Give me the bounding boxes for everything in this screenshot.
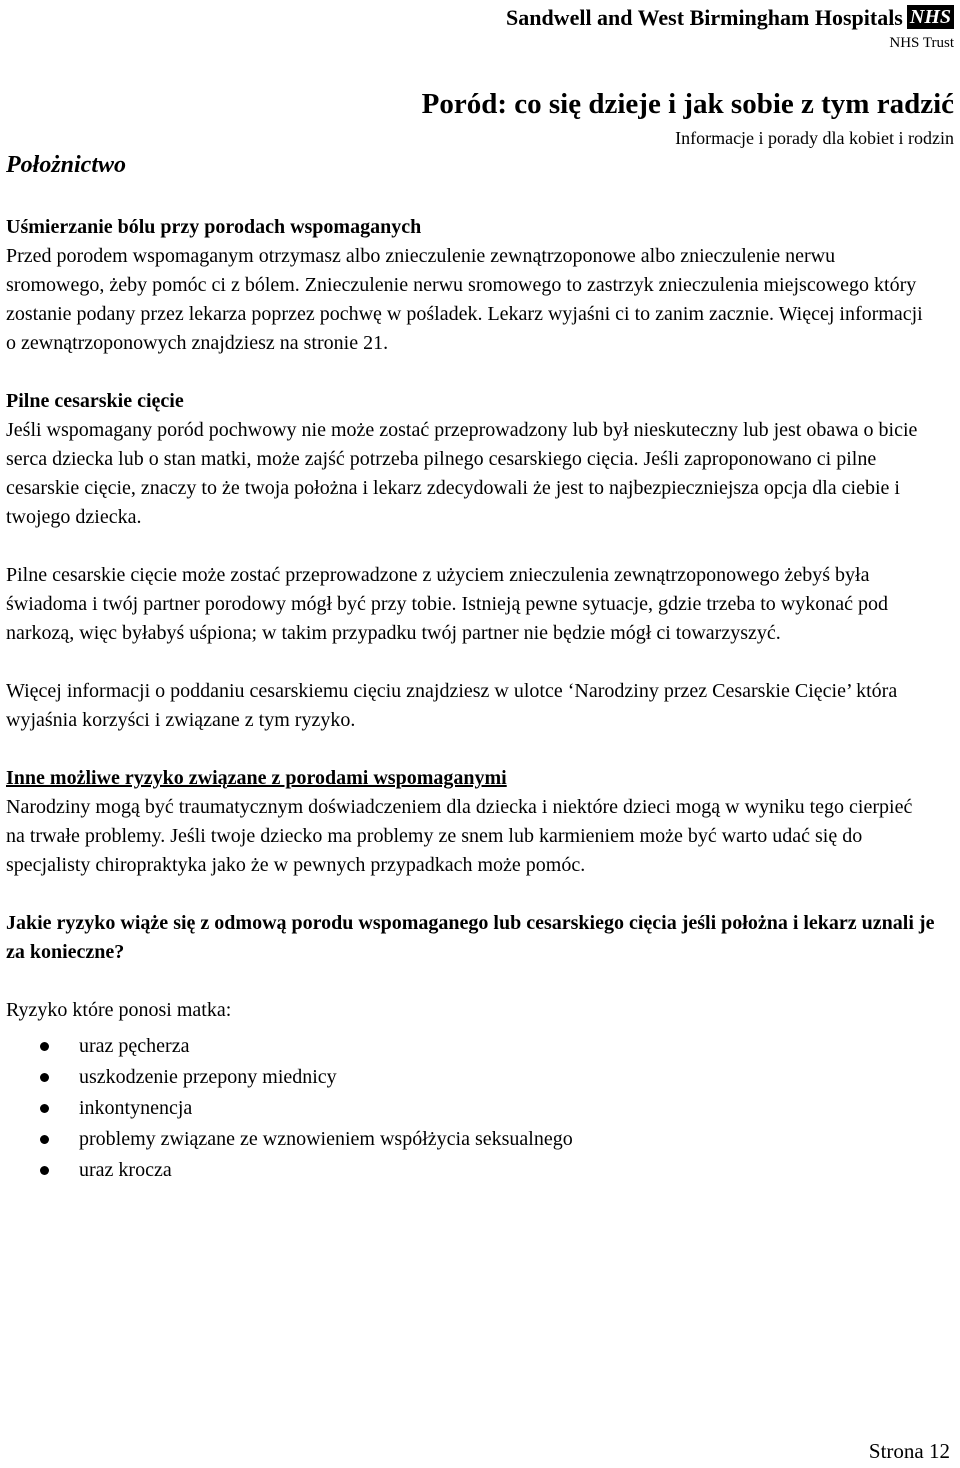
list-item-label: inkontynencja	[79, 1097, 193, 1119]
section-heading: Jakie ryzyko wiąże się z odmową porodu wspomaganego lub cesarskiego cięcia jeśli położna i lekarz uznali je za konieczne?	[6, 912, 935, 963]
list-item-label: problemy związane ze wznowieniem współżycia seksualnego	[79, 1128, 573, 1150]
section-text: Narodziny mogą być traumatycznym doświadczeniem dla dziecka i niektóre dzieci mogą w wyniku tego cierpieć na trwałe problemy. Jeśli twoje dziecko ma problemy ze snem lub karmieniem może być warto udać się do specjalisty chiropraktyka jako że w pewnych przypadkach może pomóc.	[6, 796, 913, 876]
list-item	[6, 1031, 936, 1062]
list-item-label: uszkodzenie przepony miednicy	[79, 1066, 337, 1088]
section-text: Pilne cesarskie cięcie może zostać przeprowadzone z użyciem znieczulenia zewnątrzoponowego żebyś była świadoma i twój partner porodowy mógł być przy tobie. Istnieją pewne sytuacje, gdzie trzeba to wykonać pod narkozą, więc byłabyś uśpiona; w takim przypadku twój partner nie będzie mógł ci towarzyszyć.	[6, 564, 888, 644]
bullet-icon	[40, 1073, 49, 1082]
section-heading: Uśmierzanie bólu przy porodach wspomaganych	[6, 216, 422, 238]
document-subtitle: Informacje i porady dla kobiet i rodzin	[675, 128, 954, 148]
section-text: Przed porodem wspomaganym otrzymasz albo znieczulenie zewnątrzoponowe albo znieczulenie nerwu sromowego, żeby pomóc ci z bólem. Znieczulenie nerwu sromowego to zastrzyk znieczulenia miejscowego który zostanie podany przez lekarza poprzez pochwę w pośladek. Lekarz wyjaśni ci to zanim zacznie. Więcej informacji o zewnątrzoponowych znajdziesz na stronie 21.	[6, 245, 923, 354]
section-other-risk	[6, 764, 936, 880]
department-label: Położnictwo	[6, 152, 127, 178]
list-item-label: uraz krocza	[79, 1159, 172, 1181]
bullet-icon	[40, 1104, 49, 1113]
document-title: Poród: co się dzieje i jak sobie z tym radzić	[421, 88, 954, 120]
section-more-info	[6, 677, 936, 735]
section-heading: Pilne cesarskie cięcie	[6, 390, 184, 412]
list-item	[6, 1124, 936, 1155]
list-item	[6, 1155, 936, 1186]
trust-label: NHS Trust	[889, 35, 954, 51]
section-text: Więcej informacji o poddaniu cesarskiemu cięciu znajdziesz w ulotce ‘Narodziny przez Cesarskie Cięcie’ która wyjaśnia korzyści i związane z tym ryzyko.	[6, 680, 898, 731]
organization-name	[506, 4, 954, 32]
bullet-icon	[40, 1166, 49, 1175]
page-number: Strona 12	[868, 1439, 950, 1463]
section-anaesthesia	[6, 561, 936, 648]
section-refusal	[6, 909, 936, 967]
list-item-label: uraz pęcherza	[79, 1035, 190, 1057]
risk-list	[6, 1031, 936, 1186]
page-content	[6, 213, 936, 1186]
bullet-icon	[40, 1135, 49, 1144]
section-pain-relief	[6, 213, 936, 358]
nhs-logo: NHS	[907, 5, 954, 29]
bullet-icon	[40, 1042, 49, 1051]
list-item	[6, 1062, 936, 1093]
section-heading: Inne możliwe ryzyko związane z porodami wspomaganymi	[6, 767, 507, 789]
risk-intro: Ryzyko które ponosi matka:	[6, 999, 232, 1021]
section-emergency-cs	[6, 387, 936, 532]
section-text: Jeśli wspomagany poród pochwowy nie może zostać przeprowadzony lub był nieskuteczny lub jest obawa o bicie serca dziecka lub o stan matki, może zajść potrzeba pilnego cesarskiego cięcia. Jeśli zaproponowano ci pilne cesarskie cięcie, znaczy to że twoja położna i lekarz zdecydowali że jest to najbezpieczniejsza opcja dla ciebie i twojego dziecka.	[6, 419, 918, 528]
organization-label: Sandwell and West Birmingham Hospitals	[505, 5, 903, 30]
list-item	[6, 1093, 936, 1124]
